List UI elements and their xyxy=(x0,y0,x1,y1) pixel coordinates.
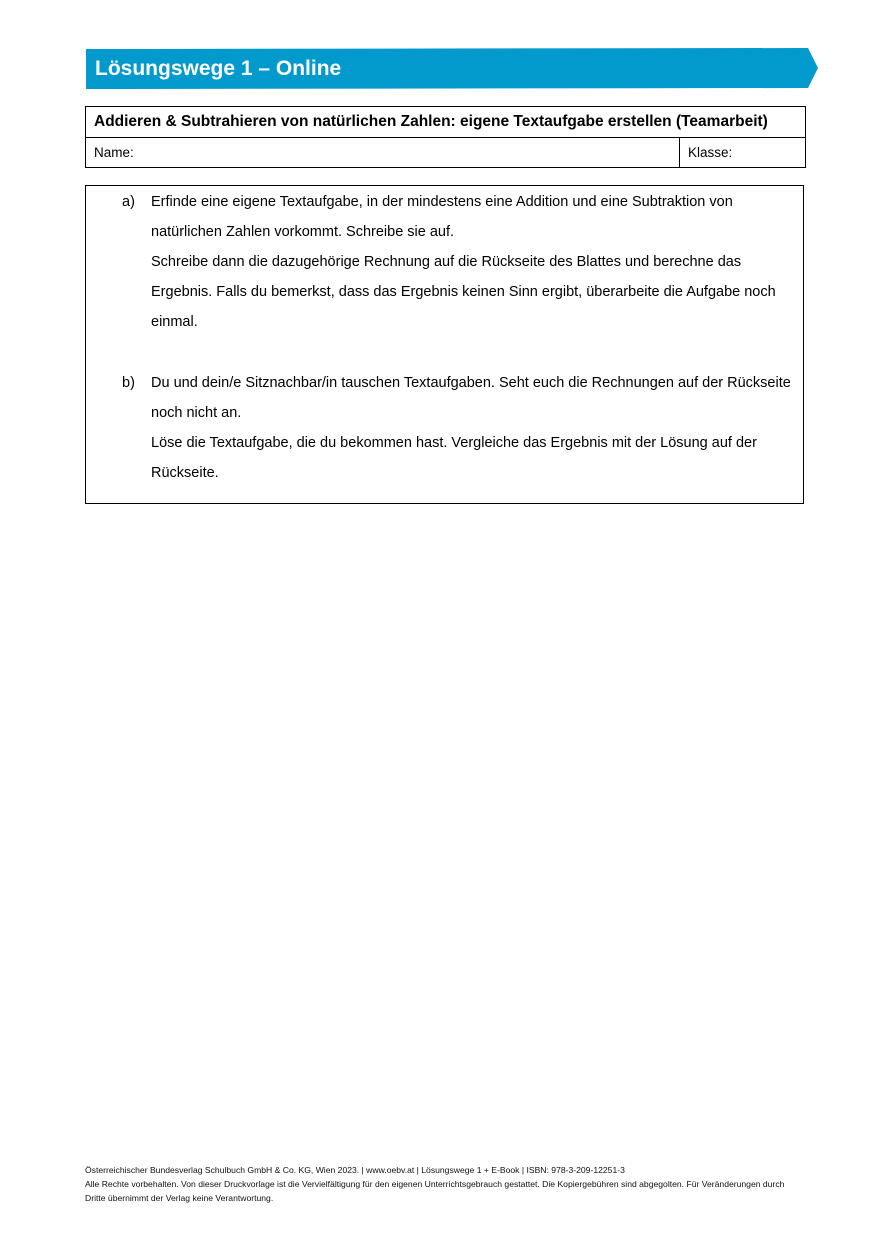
task-paragraph: Du und dein/e Sitznachbar/in tauschen Textaufgaben. Seht euch die Rechnungen auf der Rückseite noch nicht an. xyxy=(151,375,791,421)
class-field[interactable] xyxy=(680,138,806,168)
task-paragraph: Erfinde eine eigene Textaufgabe, in der mindestens eine Addition und eine Subtraktion von natürlichen Zahlen vorkommt. Schreibe sie auf. xyxy=(151,194,733,240)
class-label: Klasse: xyxy=(688,145,733,160)
name-label: Name: xyxy=(94,145,134,160)
header-banner xyxy=(86,48,818,89)
name-field[interactable] xyxy=(86,138,680,168)
task-letter: a) xyxy=(122,194,135,210)
footer-publisher-line: Österreichischer Bundesverlag Schulbuch GmbH & Co. KG, Wien 2023. | www.oebv.at | Lösungswege 1 + E-Book | ISBN: 978-3-209-12251-3 xyxy=(85,1165,625,1175)
task-body xyxy=(151,368,795,488)
task-b xyxy=(122,368,795,488)
worksheet-title: Addieren & Subtrahieren von natürlichen Zahlen: eigene Textaufgabe erstellen (Teamarbeit) xyxy=(86,107,806,138)
task-box xyxy=(85,185,804,504)
footer-rights-line: Alle Rechte vorbehalten. Von dieser Druckvorlage ist die Vervielfältigung für den eigenen Unterrichtsgebrauch gestattet. Die Kopiergebühren sind abgegolten. Für Veränderungen durch Dritte übernimmt der Verlag keine Verantwortung. xyxy=(85,1179,785,1203)
task-body xyxy=(151,187,795,337)
task-a xyxy=(122,187,795,337)
task-letter: b) xyxy=(122,375,135,391)
worksheet-header-table xyxy=(85,106,806,168)
task-paragraph: Löse die Textaufgabe, die du bekommen hast. Vergleiche das Ergebnis mit der Lösung auf der Rückseite. xyxy=(151,435,757,481)
footer xyxy=(85,1163,805,1205)
page-title: Lösungswege 1 – Online xyxy=(95,57,342,80)
task-paragraph: Schreibe dann die dazugehörige Rechnung auf die Rückseite des Blattes und berechne das Ergebnis. Falls du bemerkst, dass das Ergebnis keinen Sinn ergibt, überarbeite die Aufgabe noch einmal. xyxy=(151,254,776,330)
